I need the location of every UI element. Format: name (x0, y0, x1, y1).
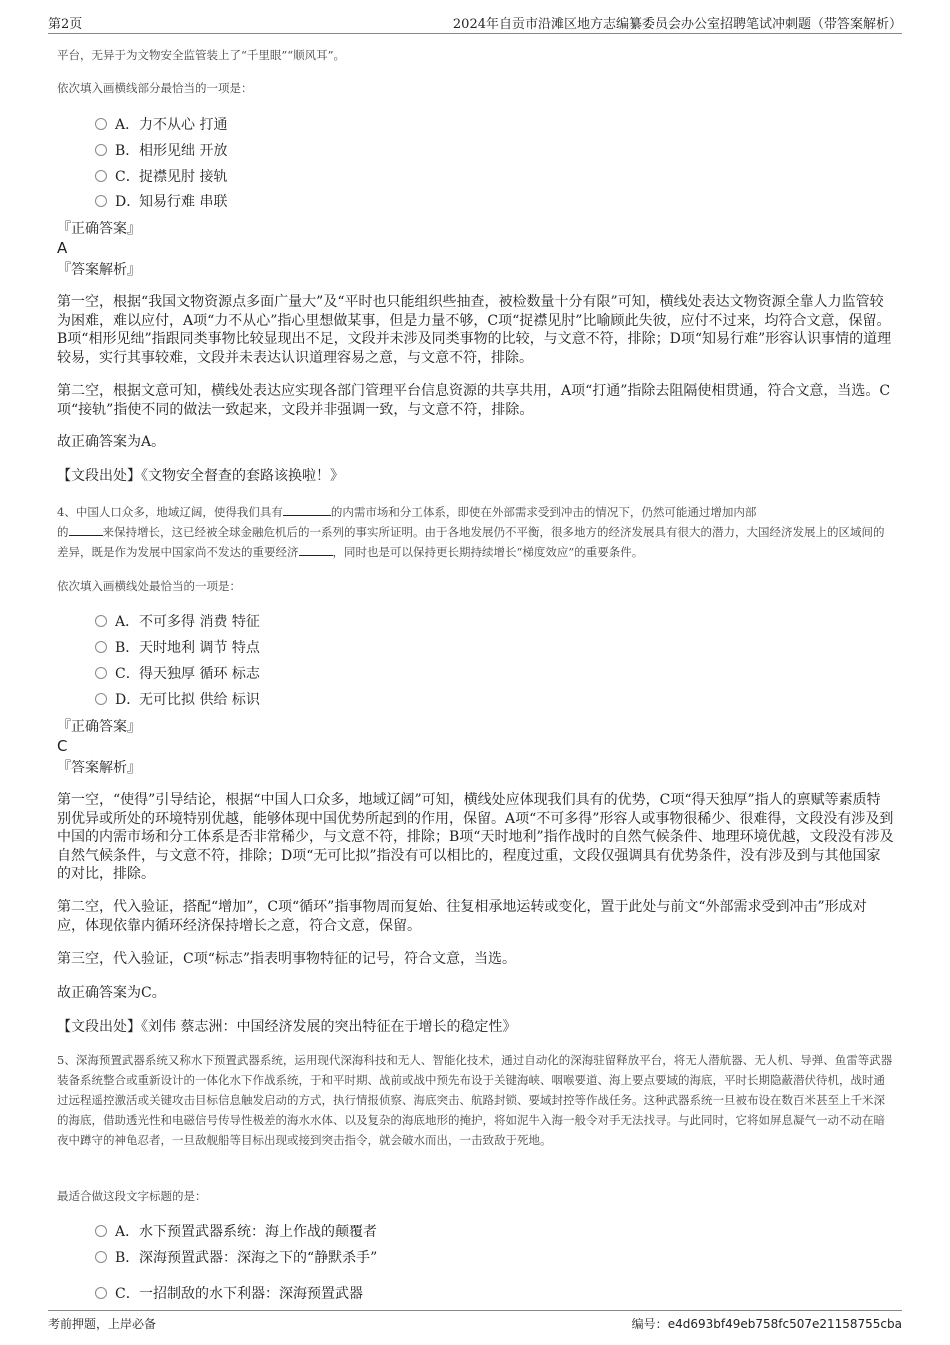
q4-analysis-1: 第一空，“使得”引导结论，根据“中国人口众多，地域辽阔”可知，横线处应体现我们具有的优势，C项“得天独厚”指人的禀赋等素质特别优异或所处的环境特别优越，能够体现中国优势所起到的作用，保留。A项“不可多得”形容人或事物很稀少、很难得，文段没有涉及到中国的内需市场和分工体系是否非常稀少，与文意不符，排除；B项“天时地利”指作战时的自然气候条件、地理环境优越，文段没有涉及自然气候条件，与文意不符，排除；D项“无可比拟”指没有可以相比的，程度过重，文段仅强调具有优势条件，没有涉及到与其他国家的对比，排除。 (57, 792, 894, 882)
blank-line (69, 535, 103, 536)
radio-icon[interactable] (95, 693, 107, 705)
q5-option-b[interactable]: B．深海预置武器：深海之下的“静默杀手” (95, 1248, 377, 1268)
radio-icon[interactable] (95, 195, 107, 207)
q4-stem: 4、中国人口众多，地域辽阔，使得我们具有 的内需市场和分工体系，即使在外部需求受到冲击的情况下，仍然可能通过增加内部 的 来保持增长，这已经被全球金融危机后的一系列的事实所证明。由于各地发展仍不平衡，很多地方的经济发展具有很大的潜力，大国经济发展上的区域间的差异，既是作为发展中国家尚不发达的重要经济 ，同时也是可以保持更长期持续增长“梯度效应”的重要条件。 (57, 505, 885, 559)
radio-icon[interactable] (95, 615, 107, 627)
radio-icon[interactable] (95, 170, 107, 182)
q3-analysis-1: 第一空，根据“我国文物资源点多面广量大”及“平时也只能组织些抽查，被检数量十分有限”可知，横线处表达文物资源全靠人力监管较为困难，难以应付，A项“力不从心”指心里想做某事，但是力量不够，C项“捉襟见肘”比喻顾此失彼，应付不过来，均符合文意，保留。B项“相形见绌”指跟同类事物比较显现出不足，文段并未涉及同类事物的比较，与文意不符，排除；D项“知易行难”形容认识事情的道理较易，实行其事较难，文段并未表达认识道理容易之意，与文意不符，排除。 (57, 294, 892, 366)
radio-icon[interactable] (95, 1287, 107, 1299)
q4-prompt: 依次填入画横线处最恰当的一项是： (57, 579, 241, 593)
q3-option-d[interactable]: D．知易行难 串联 (95, 192, 227, 212)
q3-answer: A (57, 239, 68, 257)
document-code: 编号：e4d693bf49eb758fc507e21158755cba (631, 1317, 902, 1331)
q3-option-c[interactable]: C．捉襟见肘 接轨 (95, 167, 227, 187)
document-title: 2024年自贡市沿滩区地方志编纂委员会办公室招聘笔试冲刺题（带答案解析） (452, 17, 902, 32)
radio-icon[interactable] (95, 1251, 107, 1263)
radio-icon[interactable] (95, 144, 107, 156)
q4-analysis-2: 第二空，代入验证，搭配“增加”，C项“循环”指事物周而复始、往复相承地运转或变化，置于此处与前文“外部需求受到冲击”形成对应，体现依靠内循环经济保持增长之意，符合文意，保留。 (57, 899, 867, 934)
q3-conclusion: 故正确答案为A。 (57, 434, 166, 450)
q3-analysis-2: 第二空，根据文意可知，横线处表达应实现各部门管理平台信息资源的共享共用，A项“打通”指除去阻隔使相贯通，符合文意，当选。C项“接轨”指使不同的做法一致起来，文段并非强调一致，与文意不符，排除。 (57, 383, 891, 418)
q4-answer-label: 『正确答案』 (57, 719, 141, 735)
q4-option-a[interactable]: A．不可多得 消费 特征 (95, 612, 260, 632)
q3-stem-tail: 平台，无异于为文物安全监管装上了“千里眼”“顺风耳”。 (57, 48, 346, 62)
q5-option-c[interactable]: C．一招制敌的水下利器：深海预置武器 (95, 1284, 363, 1304)
q4-option-c[interactable]: C．得天独厚 循环 标志 (95, 664, 260, 684)
q5-prompt: 最适合做这段文字标题的是： (57, 1189, 207, 1203)
q4-option-d[interactable]: D．无可比拟 供给 标识 (95, 690, 260, 710)
radio-icon[interactable] (95, 1225, 107, 1237)
blank-line (299, 555, 333, 556)
q3-option-a[interactable]: A．力不从心 打通 (95, 115, 227, 135)
page-footer (48, 1310, 902, 1337)
page-header (48, 13, 902, 34)
radio-icon[interactable] (95, 118, 107, 130)
q3-answer-label: 『正确答案』 (57, 221, 141, 237)
footer-slogan: 考前押题，上岸必备 (48, 1317, 157, 1331)
q5-stem: 5、深海预置武器系统又称水下预置武器系统，运用现代深海科技和无人、智能化技术，通过自动化的深海驻留释放平台，将无人潜航器、无人机、导弹、鱼雷等武器装备系统整合或重新设计的一体化水下作战系统，于和平时期、战前或战中预先布设于关键海峡、咽喉要道、海上要点要域的海底，平时长期隐蔽潜伏待机，战时通过远程遥控激活或关键攻击目标信息触发启动的方式，执行情报侦察、海底突击、航路封锁、要域封控等作战任务。这种武器系统一旦被布设在数百米甚至上千米深的海底，借助透光性和电磁信号传导性极差的海水水体、以及复杂的海底地形的掩护，将如泥牛入海一般令对手无法找寻。与此同时，它将如屏息凝气一动不动在暗夜中蹲守的神龟忍者，一旦敌舰船等目标出现或接到突击指令，就会破水而出，一击致敌于死地。 (57, 1053, 893, 1147)
q3-source: 【文段出处】《文物安全督查的套路该换啦！》 (57, 468, 344, 484)
q4-analysis-label: 『答案解析』 (57, 760, 141, 776)
radio-icon[interactable] (95, 667, 107, 679)
q4-answer: C (57, 737, 68, 755)
page-number: 第2页 (48, 17, 83, 32)
q5-option-a[interactable]: A．水下预置武器系统：海上作战的颠覆者 (95, 1222, 377, 1242)
radio-icon[interactable] (95, 641, 107, 653)
q4-analysis-3: 第三空，代入验证，C项“标志”指表明事物特征的记号，符合文意，当选。 (57, 951, 517, 967)
q3-prompt: 依次填入画横线部分最恰当的一项是： (57, 81, 253, 95)
q3-analysis-label: 『答案解析』 (57, 262, 141, 278)
q4-source: 【文段出处】《刘伟 蔡志洲：中国经济发展的突出特征在于增长的稳定性》 (57, 1019, 517, 1035)
q4-conclusion: 故正确答案为C。 (57, 985, 166, 1001)
q4-option-b[interactable]: B．天时地利 调节 特点 (95, 638, 260, 658)
blank-line (283, 515, 331, 516)
q3-option-b[interactable]: B．相形见绌 开放 (95, 141, 227, 161)
